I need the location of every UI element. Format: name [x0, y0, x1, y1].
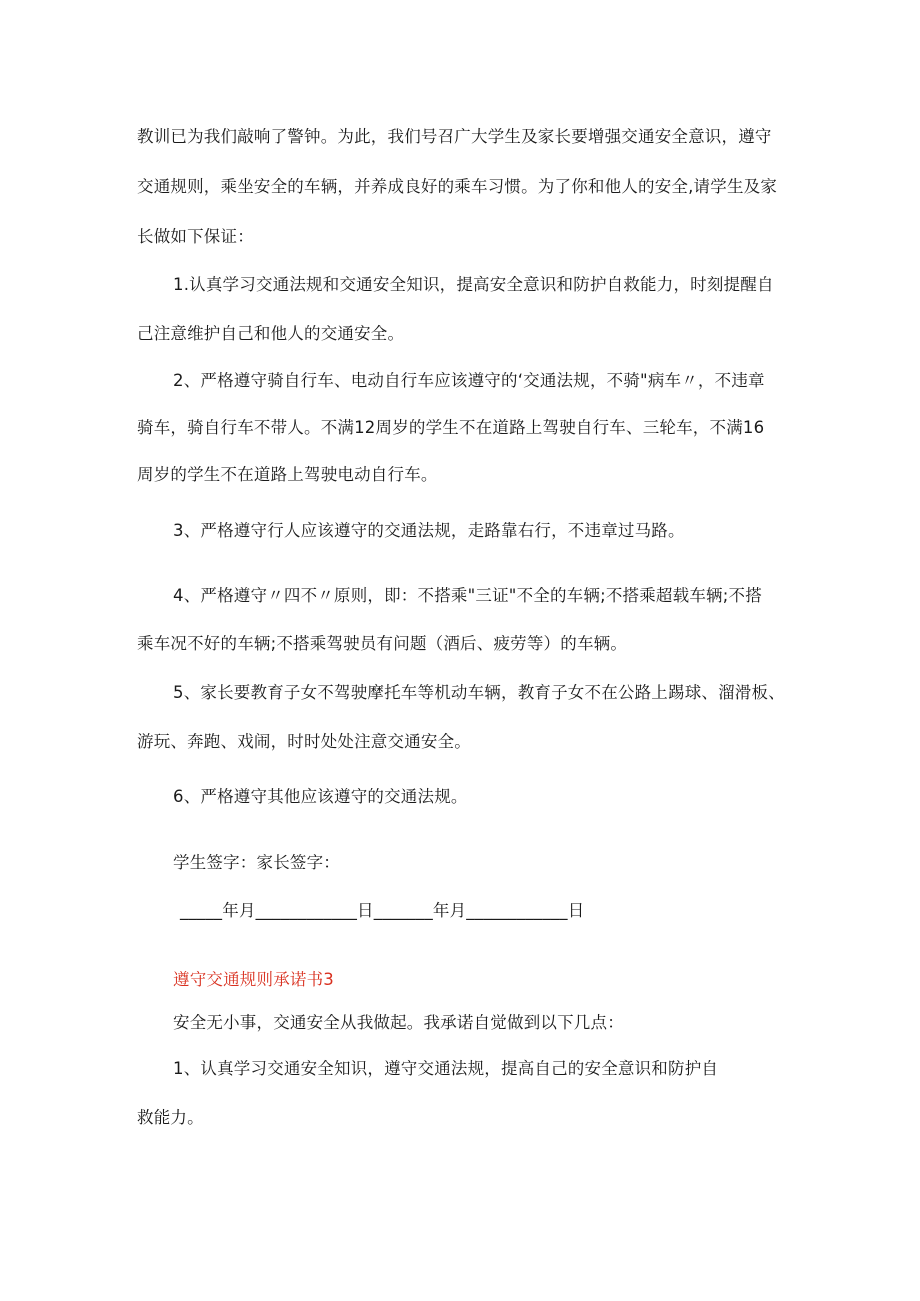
section-3-intro: 安全无小事，交通安全从我做起。我承诺自觉做到以下几点：	[173, 1013, 624, 1032]
item-3-line-1: 3、严格遵守行人应该遵守的交通法规，走路靠右行，不违章过马路。	[173, 521, 685, 540]
section-3-heading: 遵守交通规则承诺书3	[173, 970, 334, 989]
item-1-line-1: 1.认真学习交通法规和交通安全知识，提高安全意识和防护自救能力，时刻提醒自	[173, 275, 774, 294]
item-5-line-1: 5、家长要教育子女不驾驶摩托车等机动车辆，教育子女不在公路上踢球、溜滑板、	[173, 683, 785, 702]
date-lines: _____年月____________日_______年月____________日	[180, 901, 585, 920]
item-4-line-2: 乘车况不好的车辆;不搭乘驾驶员有问题（酒后、疲劳等）的车辆。	[137, 634, 628, 653]
item-2-line-3: 周岁的学生不在道路上驾驶电动自行车。	[137, 465, 438, 484]
intro-line-2: 交通规则，乘坐安全的车辆，并养成良好的乘车习惯。为了你和他人的安全,请学生及家	[137, 177, 778, 196]
item-2-line-1: 2、严格遵守骑自行车、电动自行车应该遵守的‘交通法规，不骑"病车〃，不违章	[173, 371, 765, 390]
signature-labels: 学生签字：家长签字：	[173, 853, 340, 872]
item-1-line-2: 己注意维护自己和他人的交通安全。	[137, 324, 405, 343]
intro-line-1: 教训已为我们敲响了警钟。为此，我们号召广大学生及家长要增强交通安全意识，遵守	[137, 127, 772, 146]
section-3-item-1-line-1: 1、认真学习交通安全知识，遵守交通法规，提高自己的安全意识和防护自	[173, 1059, 719, 1078]
item-2-line-2: 骑车，骑自行车不带人。不满12周岁的学生不在道路上驾驶自行车、三轮车，不满16	[137, 418, 765, 437]
section-3-item-1-line-2: 救能力。	[137, 1108, 204, 1127]
item-5-line-2: 游玩、奔跑、戏闹，时时处处注意交通安全。	[137, 732, 471, 751]
intro-line-3: 长做如下保证：	[137, 227, 254, 246]
item-6-line-1: 6、严格遵守其他应该遵守的交通法规。	[173, 787, 468, 806]
item-4-line-1: 4、严格遵守〃四不〃原则，即：不搭乘"三证"不全的车辆;不搭乘超载车辆;不搭	[173, 586, 762, 605]
